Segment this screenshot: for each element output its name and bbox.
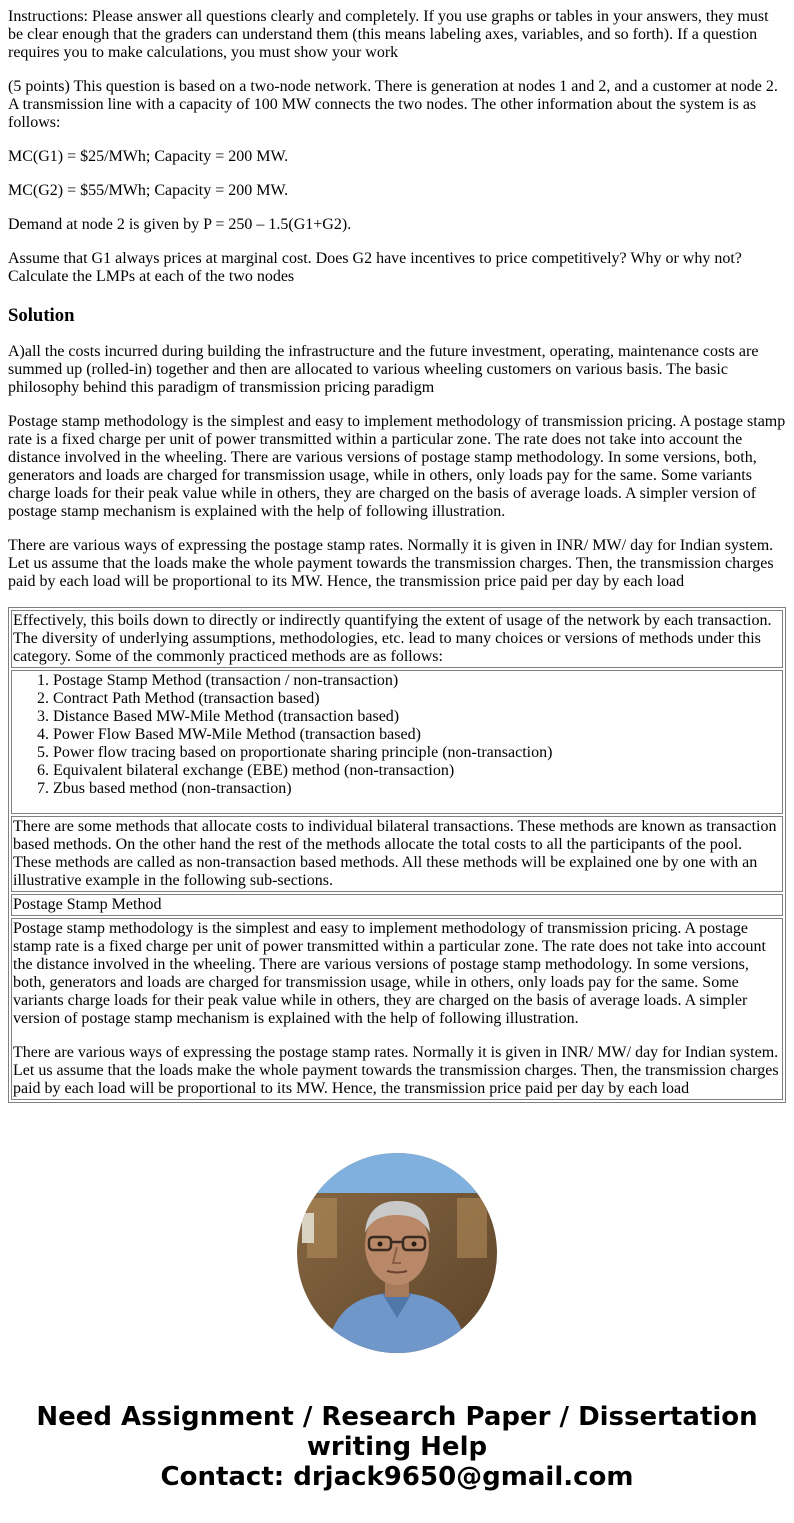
table-row bbox=[11, 894, 783, 916]
cta-line-2: writing Help bbox=[306, 1432, 488, 1462]
person-portrait-icon bbox=[297, 1153, 497, 1353]
solution-paragraph-3: There are various ways of expressing the postage stamp rates. Normally it is given in INR/ MW/ day for Indian system. Let us assume that the loads make the whole payment towards the transmission charges. Then, the transmission charges paid by each load will be proportional to its MW. Hence, the transmission price paid per day by each load bbox=[8, 537, 774, 590]
list-item: 7. Zbus based method (non-transaction) bbox=[53, 780, 781, 798]
methods-intro-cell: Effectively, this boils down to directly or indirectly quantifying the extent of usage of the network by each transaction. The diversity of underlying assumptions, methodologies, etc. lead to many choices or versions of methods under this category. Some of the commonly practiced methods are as follows: bbox=[11, 610, 783, 668]
avatar bbox=[297, 1153, 497, 1353]
methods-list-cell bbox=[11, 670, 783, 814]
list-item: 3. Distance Based MW-Mile Method (transaction based) bbox=[53, 708, 781, 726]
list-item: 4. Power Flow Based MW-Mile Method (transaction based) bbox=[53, 726, 781, 744]
generator-2-info: MC(G2) = $55/MWh; Capacity = 200 MW. bbox=[8, 182, 289, 199]
solution-paragraph-2: Postage stamp methodology is the simplest and easy to implement methodology of transmission pricing. A postage stamp rate is a fixed charge per unit of power transmitted within a particular zone. The rate does not take into account the distance involved in the wheeling. There are various versions of postage stamp methodology. In some versions, both, generators and loads are charged for transmission usage, while in others, only loads pay for the same. Some variants charge loads for their peak value while in others, they are charged on the basis of average loads. A simpler version of postage stamp mechanism is explained with the help of following illustration. bbox=[8, 413, 786, 520]
solution-heading: Solution bbox=[8, 305, 75, 326]
methods-list bbox=[13, 672, 781, 798]
list-item: 2. Contract Path Method (transaction based) bbox=[53, 690, 781, 708]
generator-1-info: MC(G1) = $25/MWh; Capacity = 200 MW. bbox=[8, 148, 289, 165]
document-content bbox=[8, 0, 786, 1122]
list-item: 1. Postage Stamp Method (transaction / non-transaction) bbox=[53, 672, 781, 690]
cta-line-1: Need Assignment / Research Paper / Dissertation bbox=[36, 1402, 758, 1432]
postage-stamp-paragraph-2: There are various ways of expressing the postage stamp rates. Normally it is given in INR/ MW/ day for Indian system. Let us assume that the loads make the whole payment towards the transmission charges. Then, the transmission charges paid by each load will be proportional to its MW. Hence, the transmission price paid per day by each load bbox=[13, 1044, 779, 1097]
question-ask: Assume that G1 always prices at marginal cost. Does G2 have incentives to price competitively? Why or why not? Calculate the LMPs at each of the two nodes bbox=[8, 250, 742, 285]
table-row bbox=[11, 816, 783, 892]
methods-table bbox=[8, 607, 786, 1103]
table-row bbox=[11, 670, 783, 814]
question-intro: (5 points) This question is based on a two-node network. There is generation at nodes 1 and 2, and a customer at node 2. A transmission line with a capacity of 100 MW connects the two nodes. The other information about the system is as follows: bbox=[8, 78, 778, 131]
demand-info: Demand at node 2 is given by P = 250 – 1.5(G1+G2). bbox=[8, 216, 352, 233]
postage-stamp-detail-cell bbox=[11, 918, 783, 1100]
list-item: 6. Equivalent bilateral exchange (EBE) method (non-transaction) bbox=[53, 762, 781, 780]
contact-email: Contact: drjack9650@gmail.com bbox=[160, 1462, 634, 1492]
table-row bbox=[11, 918, 783, 1100]
solution-paragraph-1: A)all the costs incurred during building the infrastructure and the future investment, operating, maintenance costs are summed up (rolled-in) together and then are allocated to various wheeling customers on various basis. The basic philosophy behind this paradigm of transmission pricing paradigm bbox=[8, 343, 759, 396]
table-row bbox=[11, 610, 783, 668]
contact-banner bbox=[0, 1402, 794, 1492]
transaction-methods-cell: There are some methods that allocate costs to individual bilateral transactions. These methods are known as transaction based methods. On the other hand the rest of the methods allocate the total costs to all the participants of the pool. These methods are called as non-transaction based methods. All these methods will be explained one by one with an illustrative example in the following sub-sections. bbox=[11, 816, 783, 892]
footer-promo bbox=[0, 1122, 794, 1523]
instructions-text: Instructions: Please answer all questions clearly and completely. If you use graphs or tables in your answers, they must be clear enough that the graders can understand them (this means labeling axes, variables, and so forth). If a question requires you to make calculations, you must show your work bbox=[8, 8, 769, 61]
postage-stamp-title-cell: Postage Stamp Method bbox=[11, 894, 783, 916]
list-item: 5. Power flow tracing based on proportionate sharing principle (non-transaction) bbox=[53, 744, 781, 762]
postage-stamp-paragraph-1: Postage stamp methodology is the simplest and easy to implement methodology of transmission pricing. A postage stamp rate is a fixed charge per unit of power transmitted within a particular zone. The rate does not take into account the distance involved in the wheeling. There are various versions of postage stamp methodology. In some versions, both, generators and loads are charged for transmission usage, while in others, only loads pay for the same. Some variants charge loads for their peak value while in others, they are charged on the basis of average loads. A simpler version of postage stamp mechanism is explained with the help of following illustration. bbox=[13, 920, 766, 1027]
